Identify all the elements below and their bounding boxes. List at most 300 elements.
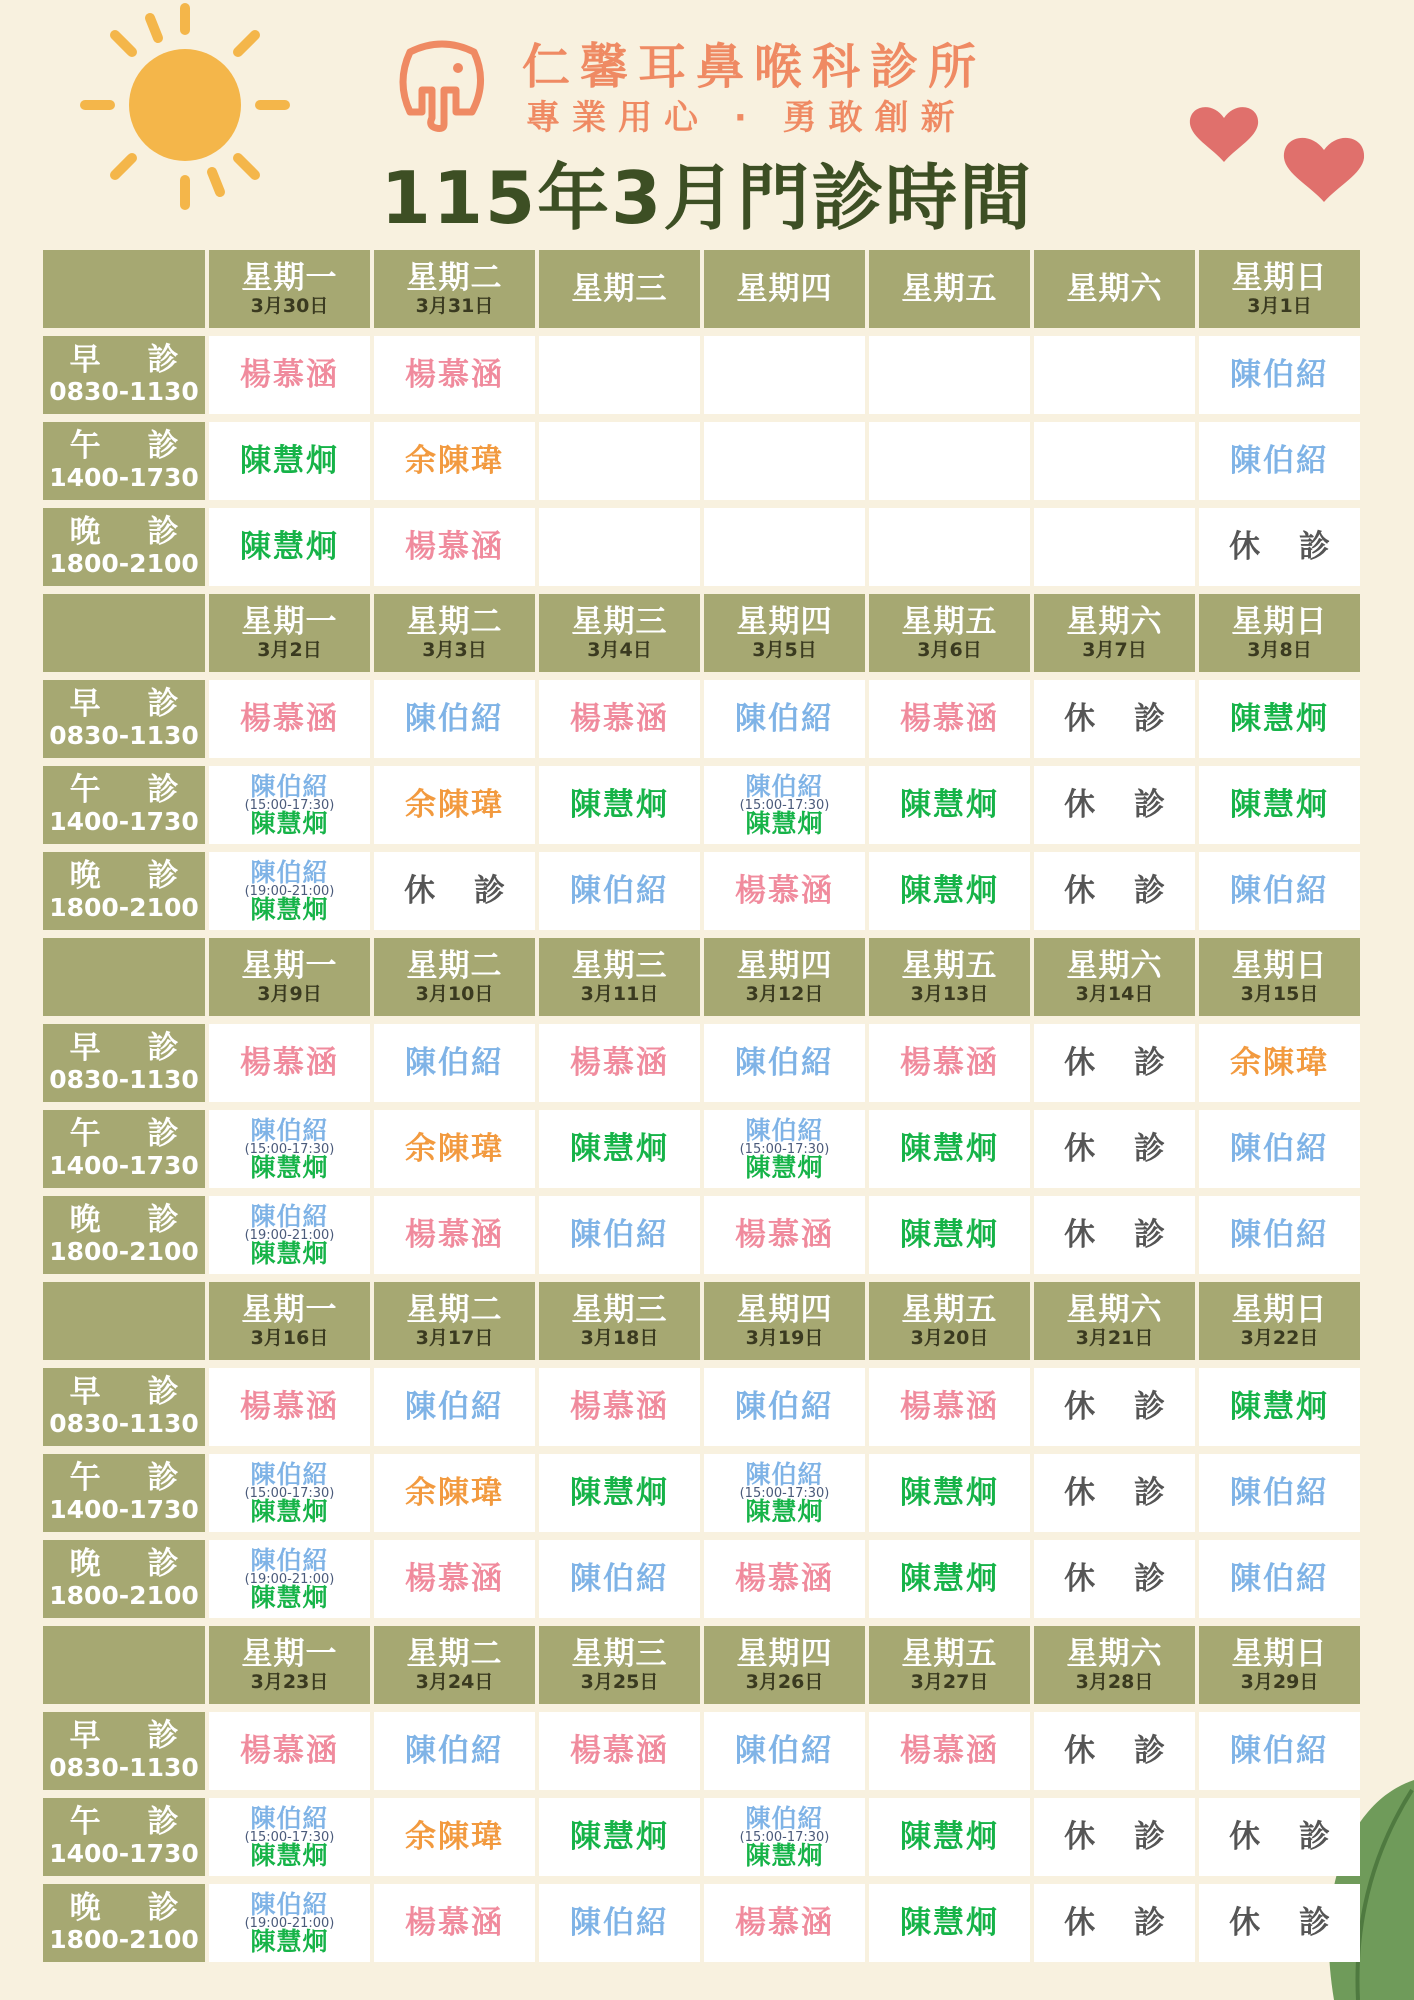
doctor-name: 楊慕涵	[405, 529, 504, 565]
schedule-cell	[374, 422, 535, 500]
day-name: 星期日	[1231, 1636, 1328, 1672]
doctor-name: 陳慧炯	[900, 1131, 999, 1167]
schedule-cell	[374, 766, 535, 844]
session-label	[43, 1712, 205, 1790]
schedule-cell	[1034, 1110, 1195, 1188]
session-label	[43, 1884, 205, 1962]
schedule-cell	[869, 1712, 1030, 1790]
day-header	[1034, 938, 1195, 1016]
doctor-name: 余陳瑋	[405, 443, 504, 479]
shift-time-note: (19:00-21:00)	[244, 1915, 335, 1931]
schedule-cell	[869, 1368, 1030, 1446]
doctor-name: 陳慧炯	[240, 443, 339, 479]
closed-label: 休 診	[404, 873, 519, 909]
day-name: 星期六	[1066, 1636, 1163, 1672]
day-date: 3月10日	[415, 983, 494, 1005]
doctor-name: 余陳瑋	[1230, 1045, 1329, 1081]
shift-time-note: (19:00-21:00)	[244, 1571, 335, 1587]
doctor-name: 陳慧炯	[570, 787, 669, 823]
day-name: 星期三	[571, 948, 668, 984]
day-date: 3月15日	[1240, 983, 1319, 1005]
day-header	[209, 1626, 370, 1704]
day-date: 3月17日	[415, 1327, 494, 1349]
day-name: 星期六	[1066, 1292, 1163, 1328]
day-header	[1199, 250, 1360, 328]
doctor-name: 陳伯紹	[1230, 357, 1329, 393]
session-hours: 0830-1130	[49, 1753, 199, 1782]
day-header	[539, 1282, 700, 1360]
week-header-corner	[43, 594, 205, 672]
day-header	[1199, 594, 1360, 672]
day-date: 3月11日	[580, 983, 659, 1005]
day-date: 3月7日	[1082, 639, 1147, 661]
day-name: 星期二	[406, 604, 503, 640]
shift-time-note: (19:00-21:00)	[244, 1227, 335, 1243]
doctor-name: 楊慕涵	[405, 1561, 504, 1597]
day-name: 星期三	[571, 1636, 668, 1672]
schedule-cell	[1199, 1110, 1360, 1188]
session-hours: 1800-2100	[49, 893, 199, 922]
shift-time-note: (19:00-21:00)	[244, 883, 335, 899]
doctor-name: 楊慕涵	[735, 1561, 834, 1597]
schedule-cell	[704, 1110, 865, 1188]
day-header	[539, 250, 700, 328]
session-hours: 1400-1730	[49, 1151, 199, 1180]
day-date: 3月23日	[250, 1671, 329, 1693]
day-name: 星期四	[736, 271, 833, 307]
day-header	[209, 1282, 370, 1360]
day-name: 星期五	[901, 1636, 998, 1672]
schedule-cell	[1199, 1024, 1360, 1102]
session-name: 晚 診	[69, 1202, 197, 1238]
schedule-cell	[1034, 1196, 1195, 1274]
day-header	[1034, 1282, 1195, 1360]
doctor-name: 余陳瑋	[405, 1475, 504, 1511]
doctor-name: 陳慧炯	[1230, 787, 1329, 823]
doctor-name: 楊慕涵	[240, 1733, 339, 1769]
doctor-name: 陳慧炯	[250, 1152, 329, 1182]
schedule-cell	[374, 1798, 535, 1876]
session-name: 晚 診	[69, 1890, 197, 1926]
session-hours: 1400-1730	[49, 807, 199, 836]
schedule-cell	[539, 766, 700, 844]
schedule-cell	[374, 1196, 535, 1274]
schedule-cell	[1034, 1712, 1195, 1790]
doctor-name: 楊慕涵	[735, 1217, 834, 1253]
day-name: 星期一	[241, 260, 338, 296]
schedule-cell	[1199, 336, 1360, 414]
schedule-cell	[869, 1454, 1030, 1532]
doctor-name: 陳伯紹	[570, 1217, 669, 1253]
session-hours: 1800-2100	[49, 549, 199, 578]
schedule-cell	[1034, 766, 1195, 844]
schedule-cell	[374, 508, 535, 586]
doctor-name: 楊慕涵	[570, 1389, 669, 1425]
schedule-cell	[1199, 852, 1360, 930]
schedule-cell	[539, 1454, 700, 1532]
doctor-name: 陳伯紹	[735, 1733, 834, 1769]
day-name: 星期二	[406, 1292, 503, 1328]
day-header	[869, 938, 1030, 1016]
closed-label: 休 診	[1064, 787, 1179, 823]
doctor-name: 陳伯紹	[735, 1045, 834, 1081]
schedule-cell	[374, 336, 535, 414]
schedule-cell	[869, 766, 1030, 844]
week-header-corner	[43, 250, 205, 328]
schedule-cell	[374, 1024, 535, 1102]
clinic-slogan: 專業用心 · 勇敢創新	[526, 98, 967, 138]
day-header	[704, 938, 865, 1016]
schedule-cell	[209, 336, 370, 414]
schedule-cell	[704, 336, 865, 414]
doctor-name: 陳伯紹	[1230, 1733, 1329, 1769]
schedule-cell	[704, 1024, 865, 1102]
clinic-schedule-table	[43, 250, 1360, 1970]
schedule-cell	[539, 1024, 700, 1102]
session-name: 早 診	[69, 1030, 197, 1066]
schedule-cell	[1199, 1368, 1360, 1446]
schedule-cell	[539, 1368, 700, 1446]
day-date: 3月29日	[1240, 1671, 1319, 1693]
day-name: 星期五	[901, 271, 998, 307]
schedule-cell	[1034, 1454, 1195, 1532]
schedule-cell	[539, 1712, 700, 1790]
day-name: 星期日	[1231, 948, 1328, 984]
day-name: 星期六	[1066, 271, 1163, 307]
day-name: 星期六	[1066, 604, 1163, 640]
session-label	[43, 852, 205, 930]
schedule-cell	[1199, 1712, 1360, 1790]
day-date: 3月1日	[1247, 295, 1312, 317]
schedule-cell	[209, 1798, 370, 1876]
schedule-cell	[704, 1798, 865, 1876]
session-name: 早 診	[69, 342, 197, 378]
schedule-cell	[1034, 680, 1195, 758]
doctor-name: 陳伯紹	[405, 1389, 504, 1425]
doctor-name: 陳伯紹	[1230, 1217, 1329, 1253]
doctor-name: 楊慕涵	[405, 1217, 504, 1253]
day-date: 3月19日	[745, 1327, 824, 1349]
schedule-cell	[704, 1712, 865, 1790]
day-header	[374, 938, 535, 1016]
closed-label: 休 診	[1064, 1819, 1179, 1855]
session-label	[43, 1110, 205, 1188]
doctor-name: 余陳瑋	[405, 787, 504, 823]
session-name: 早 診	[69, 686, 197, 722]
day-date: 3月21日	[1075, 1327, 1154, 1349]
day-date: 3月31日	[415, 295, 494, 317]
day-date: 3月12日	[745, 983, 824, 1005]
day-header	[1199, 1282, 1360, 1360]
elephant-logo-icon	[392, 32, 492, 132]
doctor-name: 陳伯紹	[250, 1803, 329, 1833]
doctor-name: 陳伯紹	[745, 1115, 824, 1145]
doctor-name: 陳伯紹	[570, 1561, 669, 1597]
day-date: 3月30日	[250, 295, 329, 317]
schedule-cell	[704, 422, 865, 500]
schedule-cell	[1034, 1368, 1195, 1446]
closed-label: 休 診	[1064, 1217, 1179, 1253]
day-name: 星期二	[406, 260, 503, 296]
schedule-cell	[539, 422, 700, 500]
schedule-cell	[1199, 1798, 1360, 1876]
closed-label: 休 診	[1064, 1733, 1179, 1769]
doctor-name: 楊慕涵	[900, 701, 999, 737]
day-date: 3月5日	[752, 639, 817, 661]
schedule-cell	[374, 680, 535, 758]
doctor-name: 陳伯紹	[1230, 1131, 1329, 1167]
day-header	[869, 250, 1030, 328]
day-name: 星期二	[406, 1636, 503, 1672]
schedule-cell	[869, 508, 1030, 586]
week-header-corner	[43, 1626, 205, 1704]
session-name: 早 診	[69, 1374, 197, 1410]
doctor-name: 陳伯紹	[405, 701, 504, 737]
shift-time-note: (15:00-17:30)	[739, 797, 830, 813]
schedule-cell	[539, 1196, 700, 1274]
day-header	[374, 250, 535, 328]
day-name: 星期一	[241, 948, 338, 984]
schedule-cell	[1199, 1454, 1360, 1532]
doctor-name: 陳慧炯	[900, 787, 999, 823]
doctor-name: 楊慕涵	[405, 357, 504, 393]
doctor-name: 陳慧炯	[1230, 1389, 1329, 1425]
schedule-cell	[209, 1884, 370, 1962]
session-hours: 1400-1730	[49, 1839, 199, 1868]
schedule-cell	[869, 1110, 1030, 1188]
day-date: 3月6日	[917, 639, 982, 661]
doctor-name: 陳伯紹	[250, 1889, 329, 1919]
day-header	[539, 594, 700, 672]
session-name: 晚 診	[69, 514, 197, 550]
schedule-cell	[1034, 1540, 1195, 1618]
day-name: 星期五	[901, 948, 998, 984]
schedule-cell	[539, 1540, 700, 1618]
doctor-name: 陳伯紹	[250, 857, 329, 887]
closed-label: 休 診	[1064, 1475, 1179, 1511]
schedule-cell	[374, 1540, 535, 1618]
schedule-cell	[704, 1454, 865, 1532]
schedule-cell	[704, 766, 865, 844]
session-label	[43, 680, 205, 758]
week-header-corner	[43, 1282, 205, 1360]
schedule-cell	[1199, 766, 1360, 844]
doctor-name: 陳慧炯	[1230, 701, 1329, 737]
schedule-cell	[539, 336, 700, 414]
day-header	[209, 594, 370, 672]
session-name: 晚 診	[69, 1546, 197, 1582]
session-hours: 0830-1130	[49, 721, 199, 750]
session-hours: 1800-2100	[49, 1925, 199, 1954]
day-date: 3月28日	[1075, 1671, 1154, 1693]
day-name: 星期二	[406, 948, 503, 984]
doctor-name: 余陳瑋	[405, 1131, 504, 1167]
doctor-name: 楊慕涵	[240, 1389, 339, 1425]
schedule-cell	[374, 1454, 535, 1532]
schedule-cell	[1199, 1884, 1360, 1962]
day-header	[539, 938, 700, 1016]
day-name: 星期四	[736, 604, 833, 640]
schedule-cell	[869, 1540, 1030, 1618]
schedule-cell	[209, 1712, 370, 1790]
closed-label: 休 診	[1064, 873, 1179, 909]
doctor-name: 陳慧炯	[250, 1582, 329, 1612]
closed-label: 休 診	[1064, 701, 1179, 737]
schedule-cell	[209, 508, 370, 586]
doctor-name: 陳伯紹	[745, 1459, 824, 1489]
day-date: 3月4日	[587, 639, 652, 661]
schedule-cell	[539, 1798, 700, 1876]
schedule-cell	[1199, 1540, 1360, 1618]
schedule-cell	[1034, 852, 1195, 930]
doctor-name: 陳伯紹	[250, 771, 329, 801]
schedule-cell	[209, 1540, 370, 1618]
doctor-name: 楊慕涵	[900, 1389, 999, 1425]
doctor-name: 陳伯紹	[405, 1045, 504, 1081]
schedule-cell	[209, 1454, 370, 1532]
schedule-cell	[1034, 1798, 1195, 1876]
session-hours: 0830-1130	[49, 1065, 199, 1094]
schedule-cell	[1199, 508, 1360, 586]
day-name: 星期五	[901, 604, 998, 640]
closed-label: 休 診	[1064, 1905, 1179, 1941]
day-date: 3月16日	[250, 1327, 329, 1349]
day-date: 3月25日	[580, 1671, 659, 1693]
doctor-name: 陳伯紹	[735, 1389, 834, 1425]
doctor-name: 楊慕涵	[240, 1045, 339, 1081]
schedule-cell	[869, 1884, 1030, 1962]
doctor-name: 陳慧炯	[900, 1561, 999, 1597]
day-date: 3月27日	[910, 1671, 989, 1693]
session-label	[43, 1024, 205, 1102]
schedule-cell	[209, 422, 370, 500]
schedule-cell	[869, 1024, 1030, 1102]
session-name: 晚 診	[69, 858, 197, 894]
schedule-cell	[869, 422, 1030, 500]
session-hours: 0830-1130	[49, 377, 199, 406]
doctor-name: 陳伯紹	[405, 1733, 504, 1769]
doctor-name: 陳慧炯	[900, 873, 999, 909]
day-header	[539, 1626, 700, 1704]
day-header	[704, 1626, 865, 1704]
session-label	[43, 1454, 205, 1532]
shift-time-note: (15:00-17:30)	[739, 1141, 830, 1157]
day-header	[209, 250, 370, 328]
schedule-cell	[704, 852, 865, 930]
schedule-cell	[539, 1110, 700, 1188]
day-header	[1034, 1626, 1195, 1704]
day-name: 星期日	[1231, 260, 1328, 296]
schedule-cell	[539, 680, 700, 758]
doctor-name: 陳慧炯	[250, 894, 329, 924]
session-hours: 1800-2100	[49, 1581, 199, 1610]
doctor-name: 陳伯紹	[1230, 443, 1329, 479]
day-header	[869, 1626, 1030, 1704]
schedule-cell	[1034, 1024, 1195, 1102]
session-label	[43, 766, 205, 844]
day-name: 星期三	[571, 1292, 668, 1328]
doctor-name: 陳慧炯	[570, 1475, 669, 1511]
schedule-cell	[374, 852, 535, 930]
session-name: 早 診	[69, 1718, 197, 1754]
day-header	[704, 1282, 865, 1360]
doctor-name: 陳慧炯	[250, 808, 329, 838]
schedule-cell	[1199, 422, 1360, 500]
day-header	[1199, 1626, 1360, 1704]
schedule-cell	[1034, 422, 1195, 500]
session-hours: 1800-2100	[49, 1237, 199, 1266]
schedule-cell	[209, 1110, 370, 1188]
day-date: 3月22日	[1240, 1327, 1319, 1349]
clinic-name: 仁馨耳鼻喉科診所	[522, 39, 987, 95]
closed-label: 休 診	[1064, 1045, 1179, 1081]
schedule-cell	[1034, 1884, 1195, 1962]
doctor-name: 陳慧炯	[570, 1131, 669, 1167]
day-date: 3月9日	[257, 983, 322, 1005]
doctor-name: 楊慕涵	[570, 1045, 669, 1081]
session-hours: 0830-1130	[49, 1409, 199, 1438]
doctor-name: 陳伯紹	[250, 1201, 329, 1231]
schedule-cell	[209, 1196, 370, 1274]
day-name: 星期一	[241, 1292, 338, 1328]
schedule-cell	[869, 1196, 1030, 1274]
doctor-name: 陳伯紹	[1230, 1561, 1329, 1597]
schedule-cell	[704, 1368, 865, 1446]
doctor-name: 陳伯紹	[1230, 873, 1329, 909]
doctor-name: 陳伯紹	[570, 1905, 669, 1941]
day-date: 3月2日	[257, 639, 322, 661]
doctor-name: 陳慧炯	[745, 1152, 824, 1182]
schedule-cell	[209, 766, 370, 844]
schedule-cell	[209, 680, 370, 758]
schedule-cell	[704, 1540, 865, 1618]
schedule-cell	[704, 508, 865, 586]
session-name: 午 診	[69, 1460, 197, 1496]
schedule-cell	[869, 336, 1030, 414]
shift-time-note: (15:00-17:30)	[739, 1485, 830, 1501]
day-header	[374, 1626, 535, 1704]
session-name: 午 診	[69, 1116, 197, 1152]
doctor-name: 陳慧炯	[570, 1819, 669, 1855]
schedule-cell	[209, 1368, 370, 1446]
doctor-name: 楊慕涵	[900, 1733, 999, 1769]
doctor-name: 陳慧炯	[745, 1496, 824, 1526]
day-date: 3月14日	[1075, 983, 1154, 1005]
schedule-cell	[869, 680, 1030, 758]
day-header	[704, 250, 865, 328]
day-date: 3月24日	[415, 1671, 494, 1693]
schedule-cell	[374, 1712, 535, 1790]
day-name: 星期三	[571, 604, 668, 640]
day-date: 3月20日	[910, 1327, 989, 1349]
doctor-name: 陳伯紹	[250, 1459, 329, 1489]
shift-time-note: (15:00-17:30)	[244, 797, 335, 813]
doctor-name: 陳慧炯	[250, 1926, 329, 1956]
session-hours: 1400-1730	[49, 463, 199, 492]
doctor-name: 陳慧炯	[250, 1840, 329, 1870]
shift-time-note: (15:00-17:30)	[244, 1485, 335, 1501]
doctor-name: 陳慧炯	[900, 1475, 999, 1511]
schedule-cell	[539, 508, 700, 586]
session-label	[43, 336, 205, 414]
day-name: 星期四	[736, 1636, 833, 1672]
doctor-name: 陳慧炯	[900, 1905, 999, 1941]
doctor-name: 楊慕涵	[570, 701, 669, 737]
doctor-name: 陳伯紹	[570, 873, 669, 909]
schedule-cell	[1034, 336, 1195, 414]
day-header	[869, 1282, 1030, 1360]
day-name: 星期三	[571, 271, 668, 307]
